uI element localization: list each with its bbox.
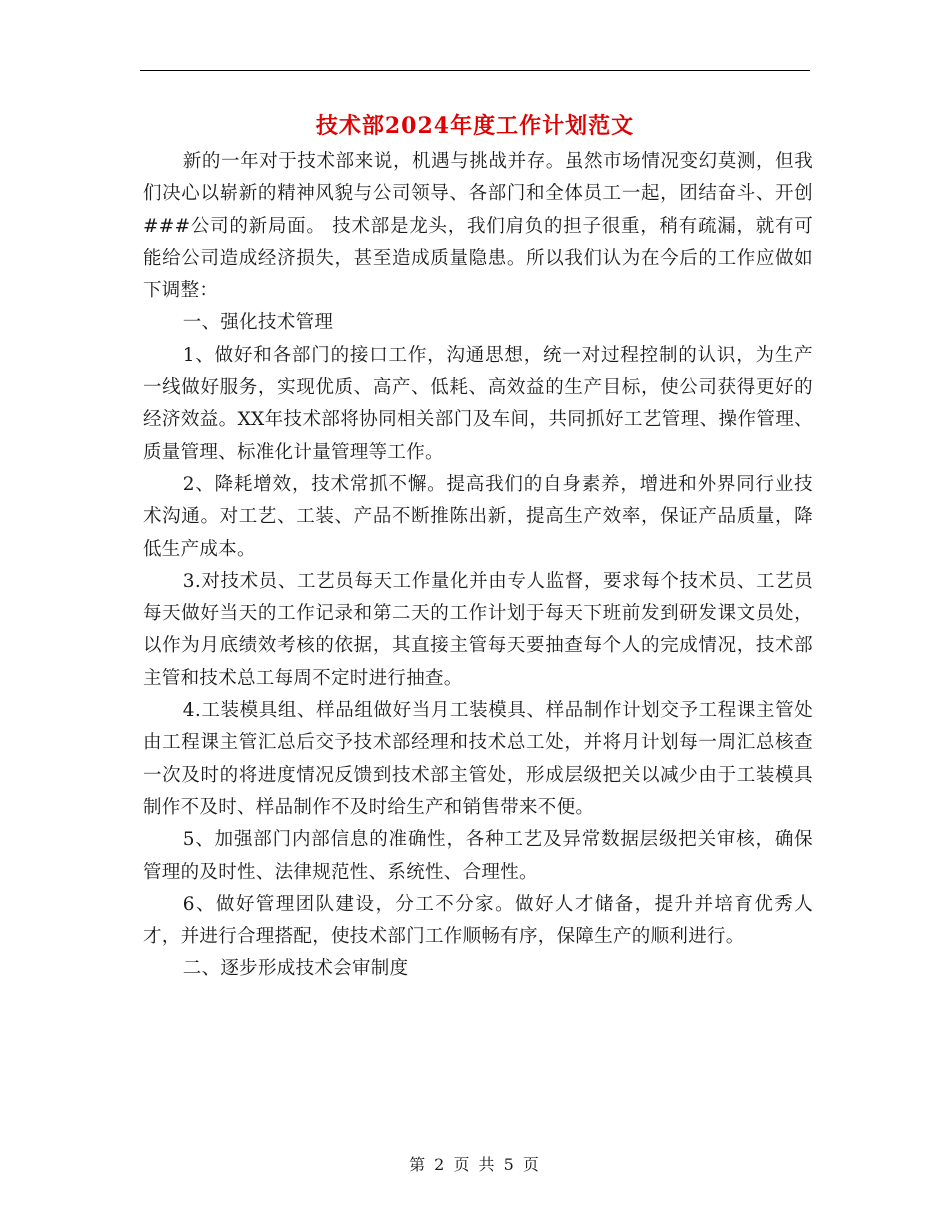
paragraph-item-5: 5、加强部门内部信息的准确性，各种工艺及异常数据层级把关审核，确保管理的及时性、法律规范性、系统性、合理性。 — [143, 829, 813, 883]
section-heading-1: 一、强化技术管理 — [182, 312, 334, 334]
paragraph-item-6: 6、做好管理团队建设，分工不分家。做好人才储备，提升并培育优秀人才，并进行合理搭配，使技术部门工作顺畅有序，保障生产的顺利进行。 — [143, 893, 813, 948]
page-number: 第 2 页 共 5 页 — [409, 1155, 541, 1174]
document-body — [143, 146, 813, 986]
paragraph-item-4: 4.工装模具组、样品组做好当月工装模具、样品制作计划交予工程课主管处由工程课主管汇总后交予技术部经理和技术总工处，并将月计划每一周汇总核查一次及时的将进度情况反馈到技术部主管处，形成层级把关以减少由于工装模具制作不及时、样品制作不及时给生产和销售带来不便。 — [143, 700, 813, 818]
paragraph-item-1: 1、做好和各部门的接口工作，沟通思想，统一对过程控制的认识，为生产一线做好服务，实现优质、高产、低耗、高效益的生产目标，使公司获得更好的经济效益。XX年技术部将协同相关部门及车间，共同抓好工艺管理、操作管理、质量管理、标准化计量管理等工作。 — [143, 344, 813, 463]
document-title: 技术部2024年度工作计划范文 — [315, 113, 635, 139]
section-heading-2: 二、逐步形成技术会审制度 — [182, 958, 409, 980]
paragraph-item-2: 2、降耗增效，技术常抓不懈。提高我们的自身素养，增进和外界同行业技术沟通。对工艺、工装、产品不断推陈出新，提高生产效率，保证产品质量，降低生产成本。 — [143, 473, 813, 560]
paragraph-intro: 新的一年对于技术部来说，机遇与挑战并存。虽然市场情况变幻莫测，但我们决心以崭新的精神风貌与公司领导、各部门和全体员工一起，团结奋斗、开创###公司的新局面。 技术部是龙头，我们肩负的担子很重，稍有疏漏，就有可能给公司造成经济损失，甚至造成质量隐患。所以我们认为在今后的工作应做如下调整： — [143, 151, 813, 302]
paragraph-item-3: 3.对技术员、工艺员每天工作量化并由专人监督，要求每个技术员、工艺员每天做好当天的工作记录和第二天的工作计划于每天下班前发到研发课文员处，以作为月底绩效考核的依据，其直接主管每天要抽查每个人的完成情况，技术部主管和技术总工每周不定时进行抽查。 — [143, 570, 813, 689]
header-rule — [140, 70, 810, 71]
